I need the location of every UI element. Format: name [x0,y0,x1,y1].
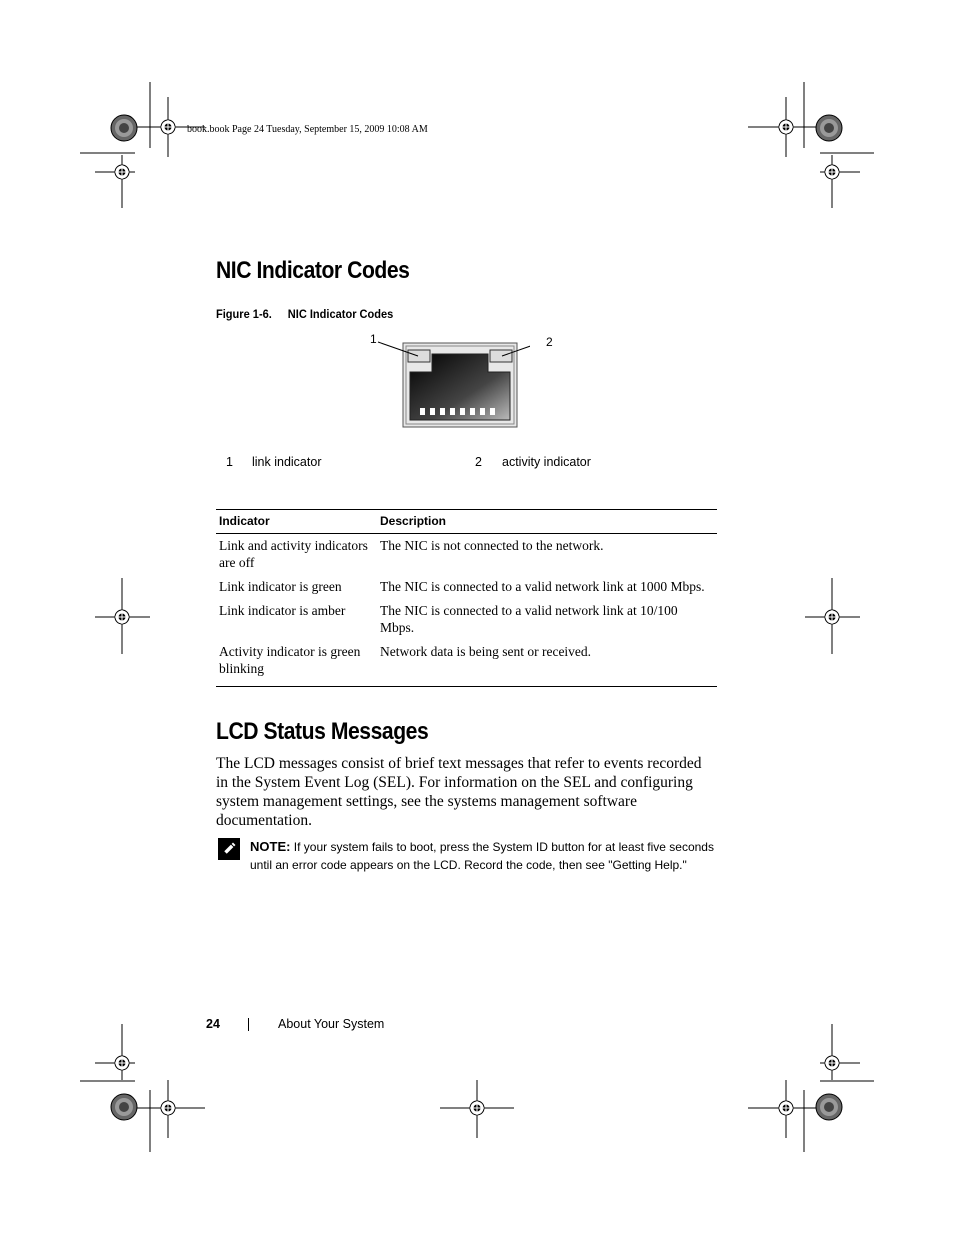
table-row [216,534,717,576]
indicator-cell: Link indicator is green [219,579,342,594]
legend-label-1: link indicator [252,455,322,469]
page-number: 24 [206,1017,220,1031]
body-paragraph: The LCD messages consist of brief text messages that refer to events recorded in the System Event Log (SEL). For information on the SEL and configuring system management settings, see the systems management software documentation. [216,755,702,829]
footer-divider [248,1018,249,1031]
legend-num-1: 1 [226,455,233,469]
link-indicator-led [408,350,430,362]
description-cell: Network data is being sent or received. [377,640,717,687]
note-label: NOTE: [250,839,291,854]
nic-port-illustration [370,332,530,432]
indicator-table [216,509,717,687]
indicator-cell: Link indicator is amber [219,603,346,618]
indicator-cell: Link and activity indicators are off [219,538,368,570]
callout-2: 2 [546,335,553,349]
description-cell: The NIC is connected to a valid network link at 10/100 Mbps. [380,603,678,635]
column-header-indicator: Indicator [216,510,377,534]
legend-label-2: activity indicator [502,455,591,469]
description-cell: The NIC is connected to a valid network link at 1000 Mbps. [380,579,705,594]
section-heading-nic: NIC Indicator Codes [216,257,410,284]
footer-chapter-title: About Your System [278,1017,385,1031]
figure-title: NIC Indicator Codes [287,307,394,321]
activity-indicator-led [490,350,512,362]
table-row [216,599,717,640]
print-slug: book.book Page 24 Tuesday, September 15, 2009 10:08 AM [187,124,428,135]
indicator-cell: Activity indicator is green blinking [216,640,377,687]
callout-1: 1 [370,332,377,346]
section-heading-lcd: LCD Status Messages [216,718,429,745]
table-row [216,575,717,599]
description-cell: The NIC is not connected to the network. [380,538,604,553]
table-header-row [216,510,717,534]
note-text: If your system fails to boot, press the System ID button for at least five seconds until an error code appears on the LCD. Record the code, then see "Getting Help." [250,840,714,872]
figure-caption [216,307,393,321]
table-row [216,640,717,687]
figure-number: Figure 1-6. [216,307,272,321]
note-block [250,838,720,874]
note-pencil-icon [218,838,240,860]
column-header-description: Description [377,510,717,534]
legend-num-2: 2 [475,455,482,469]
